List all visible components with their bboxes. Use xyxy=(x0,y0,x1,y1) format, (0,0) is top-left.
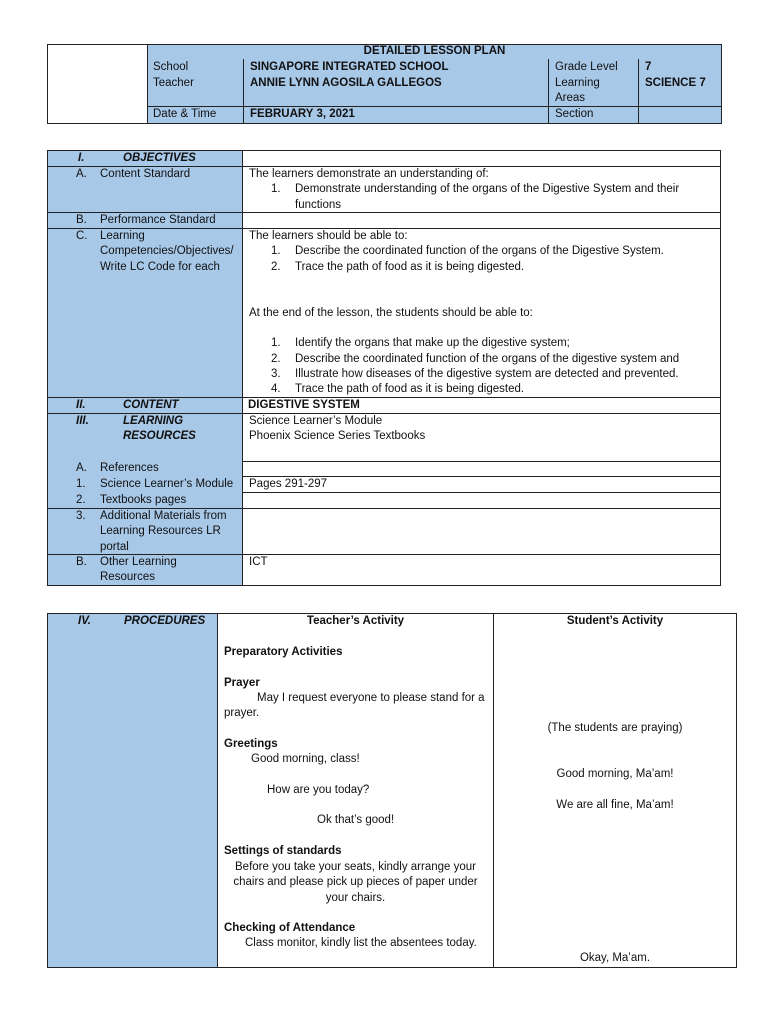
list-item: 1. Demonstrate understanding of the organs of the Digestive System and their functions xyxy=(271,183,680,211)
other-resources-letter: B. xyxy=(76,556,87,568)
content-standard-label: Content Standard xyxy=(100,168,191,180)
references-label: References xyxy=(100,462,159,474)
greeting-text-1: Good morning, class! xyxy=(251,753,360,765)
content-roman: II. xyxy=(76,399,86,411)
content-standard-letter: A. xyxy=(76,168,87,180)
list-item: 2. Trace the path of food as it is being digested. xyxy=(271,260,525,273)
competencies-label: Learning Competencies/Objectives/ Write LC Code for each xyxy=(100,230,234,273)
competencies-intro-2: At the end of the lesson, the students should be able to: xyxy=(249,307,533,319)
lesson-plan-title: DETAILED LESSON PLAN xyxy=(363,45,506,57)
competencies-body-2 xyxy=(249,306,719,397)
competencies-intro: The learners should be able to: xyxy=(249,230,408,242)
competencies-body xyxy=(249,229,719,275)
performance-standard-label: Performance Standard xyxy=(100,214,216,226)
procedures-heading: PROCEDURES xyxy=(124,615,206,627)
additional-materials-label: Additional Materials from Learning Resources LR portal xyxy=(100,510,227,553)
content-heading: CONTENT xyxy=(123,399,179,411)
textbook-pages-label: Textbooks pages xyxy=(100,494,187,506)
resources-heading-1: LEARNING xyxy=(123,415,184,427)
list-item: 2. Describe the coordinated function of the organs of the digestive system and xyxy=(271,352,680,365)
procedures-roman: IV. xyxy=(78,615,92,627)
section-label: Section xyxy=(555,108,594,120)
attendance-text: Class monitor, kindly list the absentees today. xyxy=(245,937,477,949)
procedures-label-shade xyxy=(47,613,217,968)
list-item: 1. Identify the organs that make up the digestive system; xyxy=(271,337,570,350)
learning-areas-label-2: Areas xyxy=(555,92,586,104)
competencies-letter: C. xyxy=(76,230,88,242)
school-value: SINGAPORE INTEGRATED SCHOOL xyxy=(250,61,449,73)
standards-text: Before you take your seats, kindly arrange your chairs and please pick up pieces of paper under your chairs. xyxy=(233,861,478,904)
preparatory-heading: Preparatory Activities xyxy=(224,646,343,658)
prayer-text-1: May I request everyone to please stand for a xyxy=(257,692,485,704)
resources-heading-2: RESOURCES xyxy=(123,430,196,442)
date-time-value: FEBRUARY 3, 2021 xyxy=(250,108,355,120)
additional-materials-number: 3. xyxy=(76,510,86,522)
objectives-heading: OBJECTIVES xyxy=(123,152,196,164)
greetings-heading: Greetings xyxy=(224,738,278,750)
learning-areas-label-1: Learning xyxy=(555,77,600,89)
grade-level-label: Grade Level xyxy=(555,61,618,73)
resources-roman: III. xyxy=(76,415,89,427)
teacher-value: ANNIE LYNN AGOSILA GALLEGOS xyxy=(250,77,442,89)
student-okay: Okay, Ma’am. xyxy=(579,952,651,964)
date-time-label: Date & Time xyxy=(153,108,217,120)
list-item: 4. Trace the path of food as it is being digested. xyxy=(271,383,525,396)
prayer-text-2: prayer. xyxy=(224,707,260,719)
content-standard-intro: The learners demonstrate an understanding of: xyxy=(249,168,489,180)
teacher-activity-heading: Teacher’s Activity xyxy=(306,615,405,627)
learners-module-label: Science Learner’s Module xyxy=(100,478,234,490)
other-resources-value: ICT xyxy=(249,556,268,568)
attendance-heading: Checking of Attendance xyxy=(224,922,356,934)
resources-value-1: Science Learner’s Module xyxy=(249,415,383,427)
prayer-heading: Prayer xyxy=(224,677,260,689)
textbook-pages-number: 2. xyxy=(76,494,86,506)
references-letter: A. xyxy=(76,462,87,474)
performance-standard-letter: B. xyxy=(76,214,87,226)
student-greet: Good morning, Ma’am! xyxy=(556,768,674,780)
resources-value-2: Phoenix Science Series Textbooks xyxy=(249,430,426,442)
learning-areas-value: SCIENCE 7 xyxy=(645,77,706,89)
standards-heading: Settings of standards xyxy=(224,845,342,857)
greeting-text-3: Ok that’s good! xyxy=(317,814,395,826)
student-fine: We are all fine, Ma’am! xyxy=(556,799,674,811)
content-standard-body xyxy=(249,167,719,213)
learners-module-value: Pages 291-297 xyxy=(249,478,328,490)
list-item: 1. Describe the coordinated function of the organs of the Digestive System. xyxy=(271,245,664,258)
grade-level-value: 7 xyxy=(645,61,652,73)
greeting-text-2: How are you today? xyxy=(267,784,370,796)
learners-module-number: 1. xyxy=(76,478,86,490)
school-label: School xyxy=(153,61,189,73)
objectives-roman: I. xyxy=(78,152,85,164)
student-praying: (The students are praying) xyxy=(547,722,683,734)
content-value: DIGESTIVE SYSTEM xyxy=(248,399,360,411)
student-activity-heading: Student’s Activity xyxy=(566,615,664,627)
teacher-label: Teacher xyxy=(153,77,194,89)
list-item: 3. Illustrate how diseases of the digestive system are detected and prevented. xyxy=(271,367,679,380)
other-resources-label: Other Learning Resources xyxy=(100,556,177,584)
